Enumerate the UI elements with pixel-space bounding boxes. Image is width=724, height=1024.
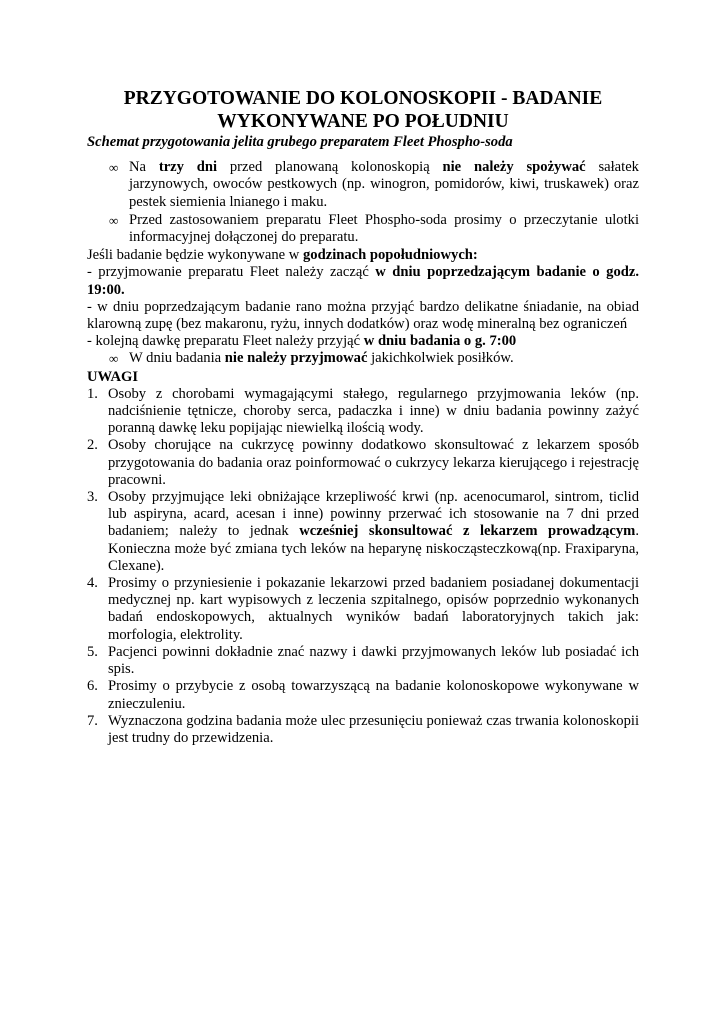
paragraph-text: Jeśli badanie będzie wykonywane w — [87, 247, 303, 264]
diet-bullet-list — [87, 159, 639, 246]
note-item-2 — [87, 437, 639, 489]
note-text: . Konieczna może być zmiana tych leków na heparynę niskocząsteczkową(np. Fraxiparyna, Clexane). — [108, 523, 639, 574]
second-dose-paragraph — [87, 333, 639, 350]
document-title — [87, 88, 639, 133]
bullet-text: W dniu badania — [129, 350, 225, 367]
note-item-4 — [87, 575, 639, 644]
note-number: 7. — [87, 712, 98, 729]
paragraph-text: - przyjmowanie preparatu Fleet należy zacząć — [87, 264, 376, 281]
note-text: Osoby z chorobami wymagającymi stałego, regularnego przyjmowania leków (np. nadciśnienie tętnicze, choroby serca, padaczka i inne) w dniu badania powinny zażyć poranną dawkę leku popijając niewielką ilością wody. — [108, 385, 639, 437]
title-line-1: PRZYGOTOWANIE DO KOLONOSKOPII - BADANIE — [123, 88, 603, 109]
bullet-bold-text: nie należy przyjmować — [224, 350, 368, 367]
note-number: 2. — [87, 437, 98, 454]
bullet-item-diet — [87, 159, 639, 211]
bullet-bold-text: nie należy spożywać — [442, 159, 586, 176]
note-item-1 — [87, 386, 639, 438]
bullet-item-leaflet — [87, 212, 639, 246]
note-item-5 — [87, 644, 639, 678]
note-text: Prosimy o przybycie z osobą towarzyszącą na badanie kolonoskopowe wykonywane w znieczuleniu. — [108, 678, 639, 712]
infinity-bullet-icon: ∞ — [109, 351, 119, 367]
note-bold-text: wcześniej skonsultować z lekarzem prowadzącym — [299, 523, 636, 540]
fasting-bullet-list — [87, 350, 639, 367]
paragraph-bold-text: w dniu poprzedzającym badanie o godz. 19:00. — [87, 264, 640, 298]
note-number: 1. — [87, 385, 98, 402]
bullet-text: jakichkolwiek posiłków. — [367, 350, 514, 367]
note-text: Osoby przyjmujące leki obniżające krzepliwość krwi (np. acenocumarol, sintrom, ticlid lub aspiryna, acard, acesan i inne) powinny przerwać ich stosowanie na 7 dni przed badaniem; należy to jednak — [108, 489, 639, 540]
note-item-6 — [87, 678, 639, 712]
note-number: 4. — [87, 575, 98, 592]
note-number: 5. — [87, 643, 98, 660]
first-dose-paragraph — [87, 264, 639, 298]
note-text: Wyznaczona godzina badania może ulec przesunięciu ponieważ czas trwania kolonoskopii jest trudny do przewidzenia. — [108, 712, 639, 746]
infinity-bullet-icon: ∞ — [109, 212, 119, 228]
note-text: Pacjenci powinni dokładnie znać nazwy i dawki przyjmowanych leków lub posiadać ich spis. — [108, 643, 639, 678]
note-item-7 — [87, 713, 639, 747]
breakfast-paragraph: - w dniu poprzedzającym badanie rano można przyjąć bardzo delikatne śniadanie, na obiad klarowną zupę (bez makaronu, ryżu, innych dodatków) oraz wodę mineralną bez ograniczeń — [87, 298, 639, 333]
bullet-text: sałatek jarzynowych, owoców pestkowych (np. winogron, pomidorów, kiwi, truskawek) oraz pestek siemienia lnianego i maku. — [129, 159, 639, 210]
paragraph-text: - kolejną dawkę preparatu Fleet należy przyjąć — [87, 333, 364, 350]
bullet-bold-text: trzy dni — [158, 159, 218, 176]
bullet-text: Przed zastosowaniem preparatu Fleet Phospho-soda prosimy o przeczytanie ulotki informacyjnej dołączonej do preparatu. — [129, 211, 639, 246]
notes-list — [87, 386, 639, 747]
notes-heading: UWAGI — [87, 368, 139, 385]
document-subtitle: Schemat przygotowania jelita grubego preparatem Fleet Phospho-soda — [87, 134, 513, 150]
note-number: 6. — [87, 678, 98, 695]
bullet-item-fasting — [87, 350, 639, 367]
note-number: 3. — [87, 489, 98, 506]
paragraph-bold-text: w dniu badania o g. 7:00 — [363, 333, 517, 350]
note-text: Osoby chorujące na cukrzycę powinny dodatkowo skonsultować z lekarzem sposób przygotowania do badania oraz poinformować o cukrzycy lekarza kierującego i rejestrację pracowni. — [108, 437, 639, 488]
note-item-3 — [87, 489, 639, 575]
afternoon-paragraph — [87, 247, 639, 264]
document-content — [87, 88, 639, 747]
bullet-text: Na — [129, 159, 159, 176]
infinity-bullet-icon: ∞ — [109, 160, 119, 176]
title-line-2: WYKONYWANE PO POŁUDNIU — [217, 110, 509, 132]
bullet-text: przed planowaną kolonoskopią — [217, 159, 443, 176]
note-text: Prosimy o przyniesienie i pokazanie lekarzowi przed badaniem posiadanej dokumentacji medycznej np. kart wypisowych z leczenia szpitalnego, opisów poprzednio wykonanych badań endoskopowych, aktualnych wyników badań laboratoryjnych takich jak: morfologia, elektrolity. — [108, 575, 639, 643]
paragraph-bold-text: godzinach popołudniowych: — [303, 247, 478, 264]
